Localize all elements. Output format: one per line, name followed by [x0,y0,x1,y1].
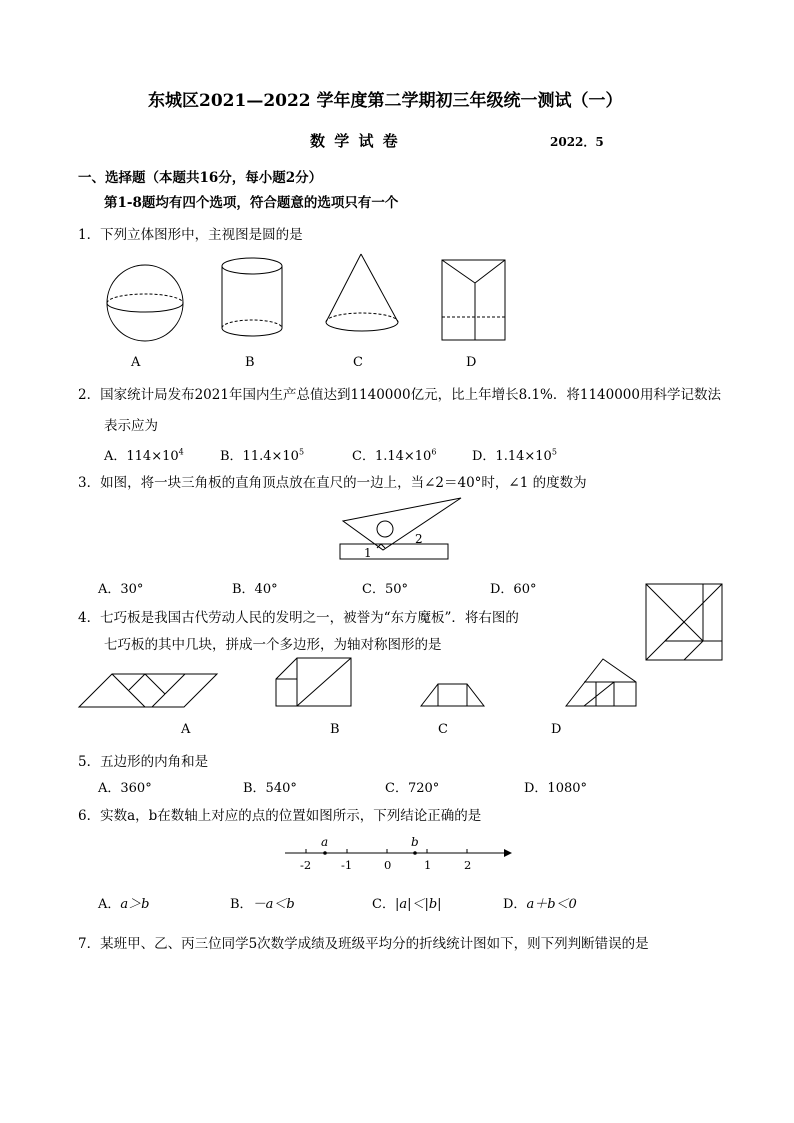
q2-option-a: A．$114\times 10^4$ [104,447,184,464]
q6-stem: 6．实数a，b在数轴上对应的点的位置如图所示，下列结论正确的是 [78,808,482,824]
q6-tick-2: 2 [464,858,472,872]
q1-prism-figure [435,255,515,345]
section-heading: 一、选择题（本题共16分，每小题2分） [78,170,323,186]
q4-stem-line2: 七巧板的其中几块，拼成一个多边形，为轴对称图形的是 [104,637,442,653]
q5-option-d: D．1080° [524,781,588,796]
q6-number-line [280,832,515,874]
q4-option-d-figure [562,654,647,709]
q1-label-b: B [245,355,255,370]
q6-option-a: A．a＞b [98,897,150,912]
q3-angle1-label: 1 [364,546,372,560]
q2-option-d: D．$1.14\times 10^5$ [472,447,557,464]
q4-tangram-square [645,583,725,663]
q4-option-b-figure [272,655,357,710]
q5-stem: 5．五边形的内角和是 [78,754,209,770]
q6-tick-neg1: -1 [341,858,353,872]
q6-tick-0: 0 [384,858,392,872]
q1-label-c: C [353,355,363,370]
q4-option-c-figure [418,680,488,710]
q6-point-a-label: a [321,835,329,849]
subject-title: 数 学 试 卷 [310,132,400,150]
q5-option-c: C．720° [385,781,440,796]
section-instruction: 第1-8题均有四个选项，符合题意的选项只有一个 [104,195,399,211]
q2-option-c: C．$1.14\times 10^6$ [352,447,437,464]
q6-tick-neg2: -2 [300,858,312,872]
q4-option-a-figure [77,672,222,712]
q4-label-d: D [551,722,562,737]
q6-option-d: D．a＋b＜0 [503,897,577,912]
q3-option-c: C．50° [362,582,408,597]
q3-option-a: A．30° [98,582,144,597]
exam-title: 东城区2021—2022 学年度第二学期初三年级统一测试（一） [148,91,623,111]
q4-stem-line1: 4．七巧板是我国古代劳动人民的发明之一，被誉为“东方魔板”．将右图的 [78,610,519,626]
q3-option-d: D．60° [490,582,537,597]
q2-option-b: B．$11.4\times 10^5$ [220,447,305,464]
q5-option-b: B．540° [243,781,297,796]
q4-label-c: C [438,722,448,737]
q3-stem: 3．如图，将一块三角板的直角顶点放在直尺的一边上，当∠2＝40°时，∠1 的度数为 [78,475,587,491]
q3-angle2-label: 2 [415,532,423,546]
q1-label-d: D [466,355,477,370]
q2-stem-line1: 2．国家统计局发布2021年国内生产总值达到1140000亿元，比上年增长8.1%．将1140000用科学记数法 [78,387,721,403]
q1-label-a: A [131,355,141,370]
q1-cone-figure [318,250,408,340]
exam-date: 2022．5 [550,135,604,149]
q1-stem: 1．下列立体图形中，主视图是圆的是 [78,227,303,243]
q3-option-b: B．40° [232,582,278,597]
q7-stem: 7．某班甲、乙、丙三位同学5次数学成绩及班级平均分的折线统计图如下，则下列判断错误的是 [78,936,649,952]
q3-ruler-triangle-figure [335,492,465,567]
q6-option-c: C．|a|＜|b| [372,897,442,912]
q4-label-a: A [181,722,191,737]
q6-option-b: B．－a＜b [230,897,295,912]
q2-stem-line2: 表示应为 [104,418,158,434]
q4-label-b: B [330,722,340,737]
q5-option-a: A．360° [98,781,152,796]
q1-sphere-figure [100,258,190,348]
q1-cylinder-figure [215,255,290,345]
q6-tick-1: 1 [424,858,432,872]
q6-point-b-label: b [411,835,419,849]
